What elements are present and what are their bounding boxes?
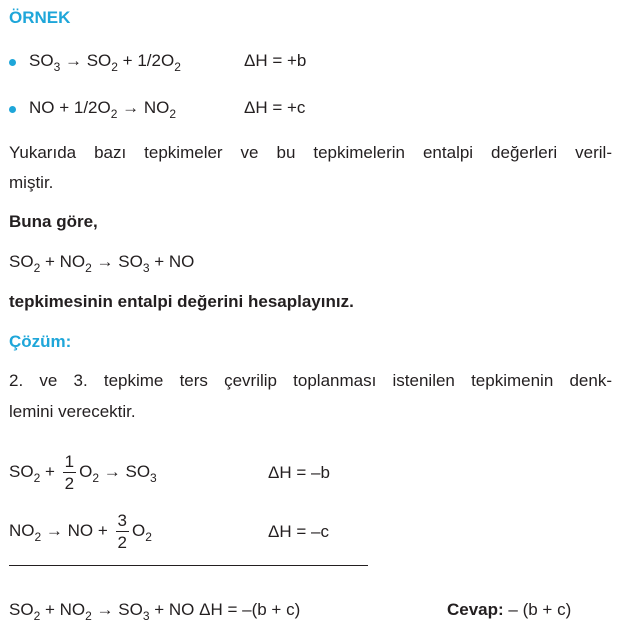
solution-line-1: 2. ve 3. tepkime ters çevrilip toplanması istenilen tepkimenin denk- [9, 371, 612, 390]
step-2-equation: $NO_2$ → NO + $\frac{3}{2}$ $O_2$ [9, 511, 152, 552]
step-2-enthalpy: ΔH = –c [268, 522, 329, 541]
target-equation: $SO_2 + NO_2 \to SO_3$ + NO [9, 252, 195, 275]
fraction-one-half: $\frac{1}{2}$ [64, 452, 75, 493]
bullet-icon [9, 106, 16, 113]
result-equation: $SO_2 + NO_2 \to SO_3$ + NO ΔH = –(b + c) [9, 600, 301, 623]
reaction-1-enthalpy: ΔH = +b [244, 51, 307, 70]
reaction-2-equation: NO + $1/2O_2 \to NO_2$ [29, 98, 177, 121]
solution-heading: Çözüm: [9, 332, 72, 351]
bullet-icon [9, 59, 16, 66]
sum-divider [9, 565, 368, 566]
heading: ÖRNEK [9, 8, 71, 27]
prompt: Buna göre, [9, 212, 98, 231]
question: tepkimesinin entalpi değerini hesaplayınız. [9, 292, 354, 311]
step-1-equation: $SO_2$ + $\frac{1}{2}$ $O_2 \to SO_3$ [9, 452, 157, 493]
reaction-2-enthalpy: ΔH = +c [244, 98, 306, 117]
solution-line-2: lemini verecektir. [9, 402, 136, 421]
answer-label: Cevap: [447, 600, 504, 619]
intro-line-2: miştir. [9, 173, 54, 192]
step-1-enthalpy: ΔH = –b [268, 463, 330, 482]
intro-line-1: Yukarıda bazı tepkimeler ve bu tepkimelerin entalpi değerleri veril- [9, 143, 612, 162]
fraction-three-halves: $\frac{3}{2}$ [117, 511, 127, 552]
answer [447, 600, 571, 620]
reaction-1-equation: $SO_3 \to SO_2 + 1/2O_2$ [29, 51, 181, 74]
answer-value: – (b + c) [503, 600, 572, 619]
